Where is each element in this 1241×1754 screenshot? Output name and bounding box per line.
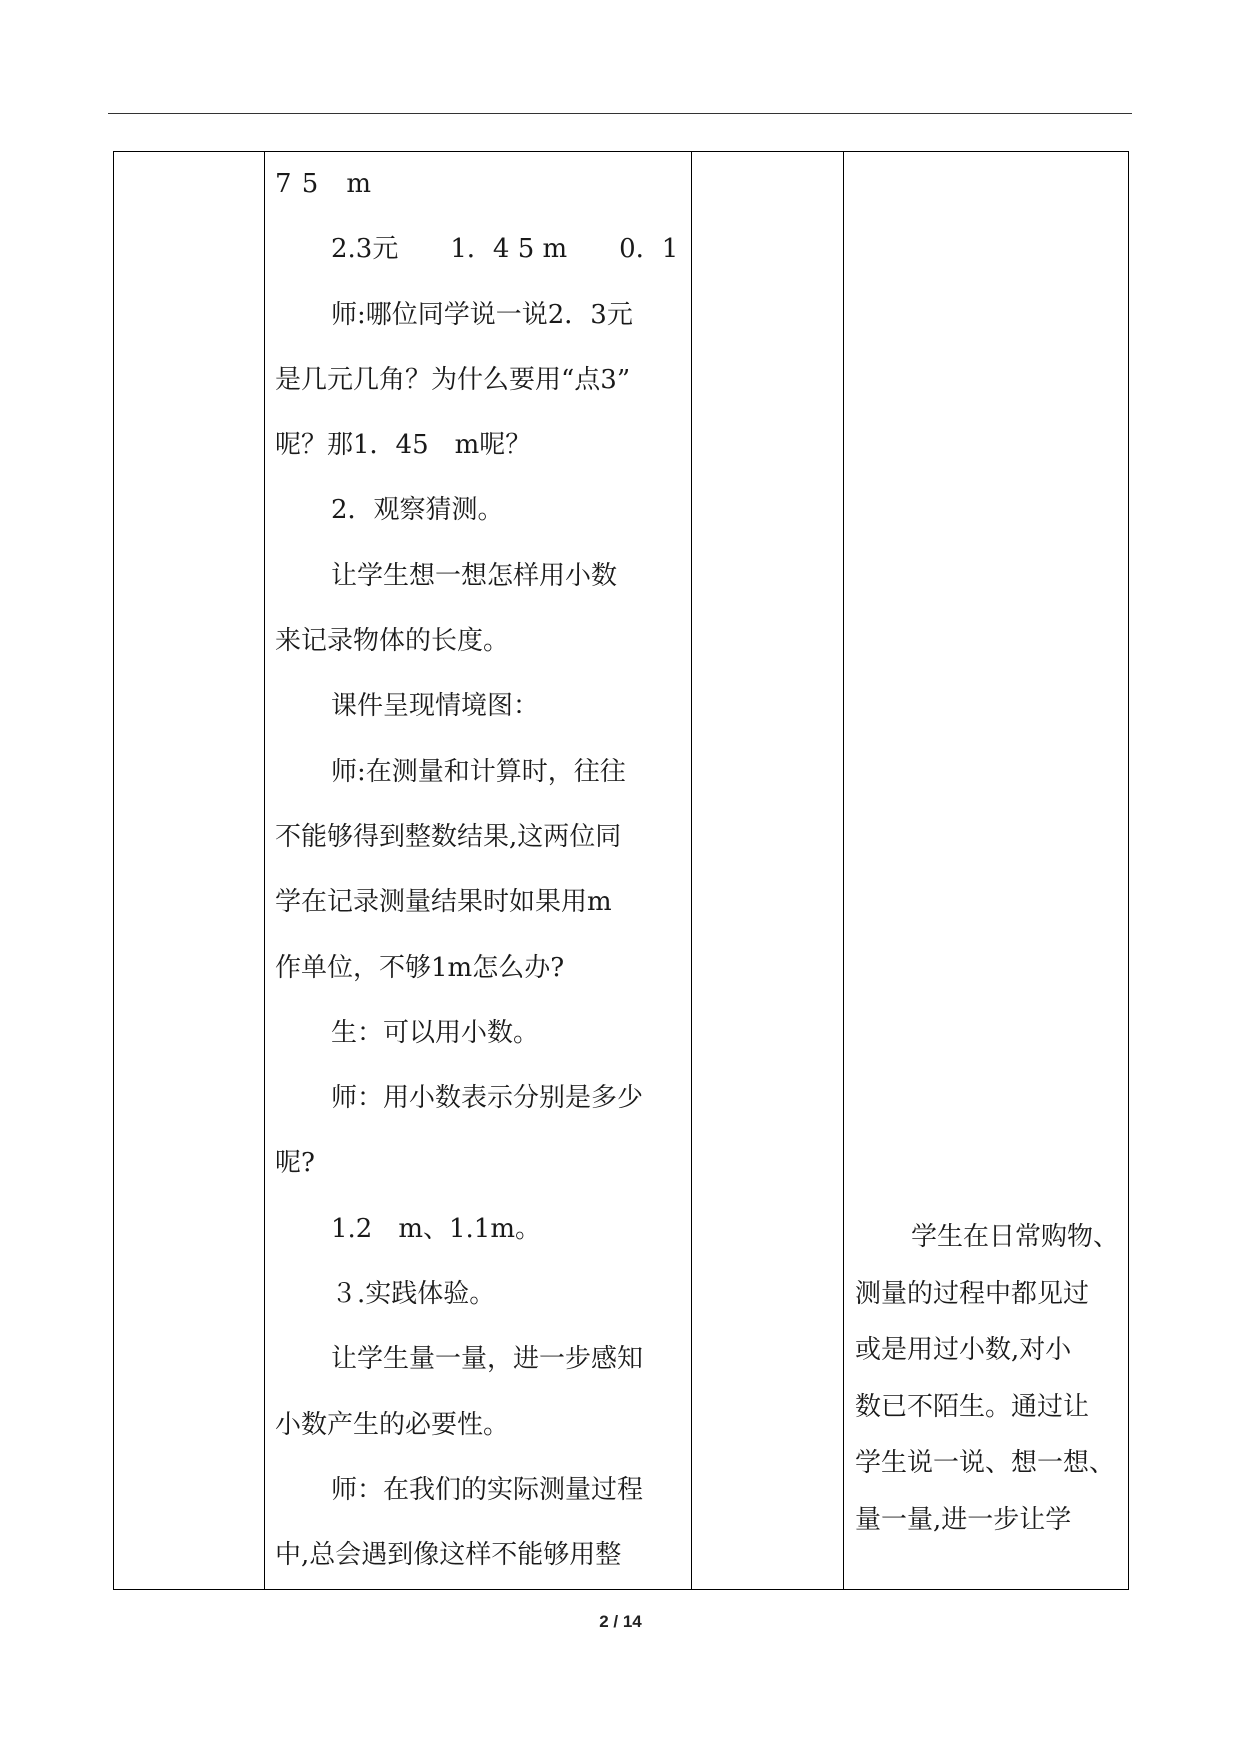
- text-line: 7 5 m: [275, 169, 373, 199]
- text-line: 呢？那1．45 m呢？: [275, 430, 532, 461]
- lesson-plan-table: [113, 151, 1129, 1590]
- text-line: 来记录物体的长度。: [275, 626, 510, 657]
- text-line: 师:在测量和计算时，往往: [331, 756, 626, 787]
- page-number: 2 / 14: [599, 1612, 642, 1631]
- text-line: 学在记录测量结果时如果用m: [275, 887, 612, 918]
- text-line: 生：可以用小数。: [331, 1017, 540, 1048]
- text-line: 课件呈现情境图：: [331, 691, 540, 722]
- stage-cell: [114, 152, 265, 1590]
- header-rule: [108, 113, 1132, 114]
- text-line: 作单位，不够1m怎么办?: [275, 952, 565, 983]
- student-activity-cell: [692, 152, 844, 1590]
- text-line: 让学生想一想怎样用小数: [331, 560, 618, 591]
- table-row: [114, 152, 1129, 1590]
- text-line: 2．观察猜测。: [331, 495, 504, 526]
- teaching-process-cell: [265, 152, 692, 1590]
- text-line: 师：在我们的实际测量过程: [331, 1474, 644, 1505]
- text-line: 师：用小数表示分别是多少: [331, 1083, 644, 1114]
- text-line: 或是用过小数,对小: [855, 1335, 1072, 1365]
- design-intent-cell: [844, 152, 1129, 1590]
- text-line: ３.实践体验。: [331, 1279, 496, 1310]
- text-line: 测量的过程中都见过: [855, 1278, 1090, 1309]
- text-line: 数已不陌生。通过让: [855, 1391, 1090, 1422]
- text-line: 中,总会遇到像这样不能够用整: [275, 1540, 622, 1571]
- text-line: 量一量,进一步让学: [855, 1504, 1072, 1535]
- text-line: 呢?: [275, 1148, 315, 1179]
- text-line: 学生在日常购物、: [911, 1222, 1120, 1252]
- text-line: 学生说一说、想一想、: [855, 1448, 1116, 1478]
- text-line: 师:哪位同学说一说2．3元: [331, 299, 633, 330]
- text-line: 让学生量一量，进一步感知: [331, 1344, 644, 1375]
- text-line: 不能够得到整数结果,这两位同: [275, 821, 622, 852]
- text-line: 小数产生的必要性。: [275, 1409, 510, 1440]
- text-line: 1.2 m、1.1m。: [331, 1213, 542, 1244]
- text-line: 2.3元 1．4 5 m 0．1: [331, 234, 679, 265]
- text-line: 是几元几角？为什么要用“点3”: [275, 364, 631, 395]
- design-intent-text: [844, 1209, 1128, 1548]
